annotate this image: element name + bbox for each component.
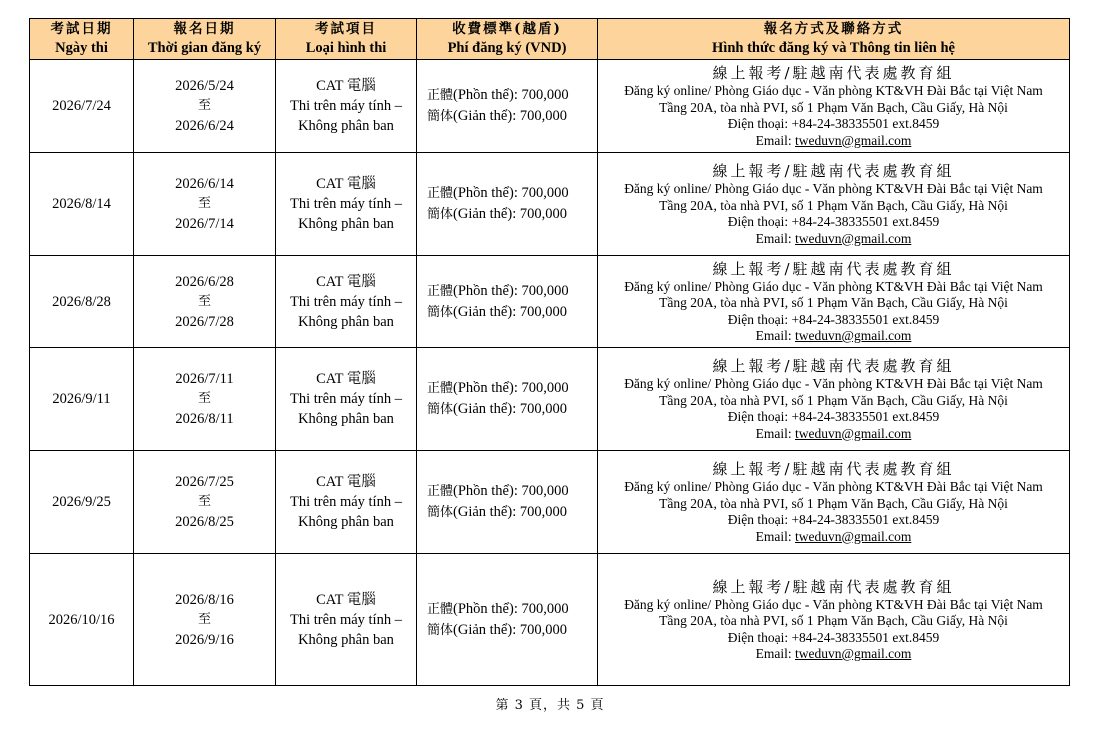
exam-date-cell <box>30 60 134 153</box>
registration-period-cell <box>134 60 276 153</box>
header-exam-date: 考試日期 Ngày thi <box>30 19 134 60</box>
exam-type-note: Không phân ban <box>298 313 394 330</box>
registration-to: 至 <box>197 391 211 406</box>
contact-address: Tầng 20A, tòa nhà PVI, số 1 Phạm Văn Bạch, Cầu Giấy, Hà Nội <box>659 613 1008 628</box>
exam-type-vi: Thi trên máy tính – <box>290 494 402 510</box>
fee-simplified: 簡体(Giản thể): 700,000 <box>427 108 567 124</box>
contact-phone: Điện thoại: +84-24-38335501 ext.8459 <box>727 409 940 424</box>
contact-office: Đăng ký online/ Phòng Giáo dục - Văn phòng KT&VH Đài Bắc tại Việt Nam <box>624 278 1043 294</box>
fee-traditional: 正體(Phồn thể): 700,000 <box>427 483 569 499</box>
exam-date: 2026/7/24 <box>52 98 111 114</box>
contact-address: Tầng 20A, tòa nhà PVI, số 1 Phạm Văn Bạch, Cầu Giấy, Hà Nội <box>659 197 1008 213</box>
email-link[interactable]: tweduvn@gmail.com <box>795 132 912 148</box>
contact-address: Tầng 20A, tòa nhà PVI, số 1 Phạm Văn Bạch, Cầu Giấy, Hà Nội <box>659 495 1008 511</box>
registration-to: 至 <box>197 293 211 309</box>
registration-period-cell <box>134 451 276 554</box>
exam-date-cell <box>30 348 134 451</box>
exam-type-zh: CAT 電腦 <box>316 273 376 290</box>
table-row <box>30 348 1070 451</box>
registration-end: 2026/8/11 <box>175 411 234 427</box>
contact-email: Email: tweduvn@gmail.com <box>755 425 912 441</box>
header-fee: 收費標準(越盾) Phí đăng ký (VND) <box>417 19 598 60</box>
exam-type-vi: Thi trên máy tính – <box>290 391 402 407</box>
exam-type-zh: CAT 電腦 <box>316 591 376 608</box>
registration-end: 2026/7/28 <box>175 313 234 330</box>
contact-address: Tầng 20A, tòa nhà PVI, số 1 Phạm Văn Bạch, Cầu Giấy, Hà Nội <box>659 99 1008 115</box>
email-link[interactable]: tweduvn@gmail.com <box>795 528 912 544</box>
contact-cell <box>598 153 1070 256</box>
table-row <box>30 60 1070 153</box>
exam-type-note: Không phân ban <box>298 411 394 427</box>
registration-end: 2026/6/24 <box>175 118 234 134</box>
fee-cell <box>417 60 598 153</box>
header-registration-period: 報名日期 Thời gian đăng ký <box>134 19 276 60</box>
fee-simplified: 簡体(Giản thể): 700,000 <box>427 621 567 638</box>
exam-type-cell <box>276 256 417 348</box>
contact-phone: Điện thoại: +84-24-38335501 ext.8459 <box>727 629 940 645</box>
contact-title: 線上報考/駐越南代表處教育組 <box>712 162 955 180</box>
contact-email: Email: tweduvn@gmail.com <box>755 328 912 343</box>
header-exam-type: 考試項目 Loại hình thi <box>276 19 417 60</box>
exam-date: 2026/9/11 <box>52 391 111 407</box>
exam-type-vi: Thi trên máy tính – <box>290 611 402 628</box>
exam-type-note: Không phân ban <box>298 631 394 648</box>
exam-date: 2026/9/25 <box>52 494 111 510</box>
exam-date-cell <box>30 451 134 554</box>
exam-type-note: Không phân ban <box>298 118 394 134</box>
contact-office: Đăng ký online/ Phòng Giáo dục - Văn phòng KT&VH Đài Bắc tại Việt Nam <box>624 181 1043 196</box>
fee-simplified: 簡体(Giản thể): 700,000 <box>427 206 567 222</box>
fee-traditional: 正體(Phồn thể): 700,000 <box>427 87 569 103</box>
exam-type-vi: Thi trên máy tính – <box>290 98 402 114</box>
table-row <box>30 256 1070 348</box>
registration-period-cell <box>134 256 276 348</box>
contact-title: 線上報考/駐越南代表處教育組 <box>712 577 955 596</box>
registration-period-cell <box>134 554 276 686</box>
registration-start: 2026/8/16 <box>175 591 234 608</box>
table-header-row <box>30 19 1070 60</box>
contact-title: 線上報考/駐越南代表處教育組 <box>712 259 955 278</box>
email-link[interactable]: tweduvn@gmail.com <box>795 646 912 661</box>
fee-simplified: 簡体(Giản thể): 700,000 <box>427 401 567 417</box>
exam-type-cell <box>276 60 417 153</box>
registration-to: 至 <box>197 494 211 509</box>
table-row <box>30 451 1070 554</box>
exam-type-zh: CAT 電腦 <box>316 474 376 490</box>
header-registration-contact: 報名方式及聯絡方式 Hình thức đăng ký và Thông tin liên hệ <box>598 19 1070 60</box>
exam-date: 2026/8/14 <box>52 196 111 212</box>
contact-email: Email: tweduvn@gmail.com <box>755 230 912 246</box>
exam-type-cell <box>276 348 417 451</box>
contact-title: 線上報考/駐越南代表處教育組 <box>712 64 955 82</box>
fee-cell <box>417 256 598 348</box>
exam-type-zh: CAT 電腦 <box>316 78 376 94</box>
exam-date-cell <box>30 256 134 348</box>
contact-address: Tầng 20A, tòa nhà PVI, số 1 Phạm Văn Bạch, Cầu Giấy, Hà Nội <box>659 392 1008 408</box>
contact-title: 線上報考/駐越南代表處教育組 <box>712 460 955 478</box>
registration-end: 2026/9/16 <box>175 631 234 648</box>
fee-simplified: 簡体(Giản thể): 700,000 <box>427 504 567 520</box>
contact-cell <box>598 60 1070 153</box>
registration-start: 2026/7/11 <box>175 371 234 387</box>
contact-cell <box>598 451 1070 554</box>
exam-date-cell <box>30 153 134 256</box>
fee-traditional: 正體(Phồn thể): 700,000 <box>427 185 569 201</box>
fee-traditional: 正體(Phồn thể): 700,000 <box>427 282 569 299</box>
fee-traditional: 正體(Phồn thể): 700,000 <box>427 600 569 617</box>
email-link[interactable]: tweduvn@gmail.com <box>795 425 912 441</box>
registration-start: 2026/7/25 <box>175 474 234 490</box>
contact-cell <box>598 348 1070 451</box>
contact-office: Đăng ký online/ Phòng Giáo dục - Văn phòng KT&VH Đài Bắc tại Việt Nam <box>624 376 1043 391</box>
contact-email: Email: tweduvn@gmail.com <box>755 646 912 661</box>
email-link[interactable]: tweduvn@gmail.com <box>795 230 912 246</box>
contact-office: Đăng ký online/ Phòng Giáo dục - Văn phòng KT&VH Đài Bắc tại Việt Nam <box>624 596 1043 612</box>
contact-cell <box>598 256 1070 348</box>
exam-type-cell <box>276 451 417 554</box>
exam-type-cell <box>276 153 417 256</box>
fee-traditional: 正體(Phồn thể): 700,000 <box>427 380 569 396</box>
contact-phone: Điện thoại: +84-24-38335501 ext.8459 <box>727 512 940 527</box>
registration-period-cell <box>134 153 276 256</box>
fee-simplified: 簡体(Giản thể): 700,000 <box>427 303 567 320</box>
registration-to: 至 <box>197 196 211 211</box>
exam-date-cell <box>30 554 134 686</box>
exam-type-zh: CAT 電腦 <box>316 371 376 387</box>
registration-to: 至 <box>197 98 211 113</box>
contact-title: 線上報考/駐越南代表處教育組 <box>712 357 955 375</box>
fee-cell <box>417 348 598 451</box>
contact-office: Đăng ký online/ Phòng Giáo dục - Văn phòng KT&VH Đài Bắc tại Việt Nam <box>624 83 1043 98</box>
registration-start: 2026/5/24 <box>175 78 234 94</box>
email-link[interactable]: tweduvn@gmail.com <box>795 328 912 343</box>
page-indicator: 第 3 頁，共 5 頁 <box>495 698 605 713</box>
contact-address: Tầng 20A, tòa nhà PVI, số 1 Phạm Văn Bạch, Cầu Giấy, Hà Nội <box>659 295 1008 310</box>
registration-end: 2026/7/14 <box>175 216 234 232</box>
exam-type-vi: Thi trên máy tính – <box>290 196 402 212</box>
contact-email: Email: tweduvn@gmail.com <box>755 132 912 148</box>
registration-start: 2026/6/14 <box>175 176 234 192</box>
registration-period-cell <box>134 348 276 451</box>
exam-date: 2026/10/16 <box>48 611 115 628</box>
table-row <box>30 554 1070 686</box>
table-row <box>30 153 1070 256</box>
exam-type-note: Không phân ban <box>298 514 394 530</box>
fee-cell <box>417 451 598 554</box>
registration-to: 至 <box>197 611 211 627</box>
exam-type-cell <box>276 554 417 686</box>
contact-phone: Điện thoại: +84-24-38335501 ext.8459 <box>727 116 940 131</box>
contact-email: Email: tweduvn@gmail.com <box>755 528 912 544</box>
fee-cell <box>417 153 598 256</box>
exam-schedule-table <box>29 18 1070 686</box>
exam-type-zh: CAT 電腦 <box>316 176 376 192</box>
exam-date: 2026/8/28 <box>52 293 111 310</box>
exam-type-note: Không phân ban <box>298 216 394 232</box>
registration-start: 2026/6/28 <box>175 273 234 290</box>
contact-phone: Điện thoại: +84-24-38335501 ext.8459 <box>727 311 940 327</box>
exam-type-vi: Thi trên máy tính – <box>290 293 402 310</box>
fee-cell <box>417 554 598 686</box>
contact-cell <box>598 554 1070 686</box>
contact-office: Đăng ký online/ Phòng Giáo dục - Văn phòng KT&VH Đài Bắc tại Việt Nam <box>624 479 1043 494</box>
registration-end: 2026/8/25 <box>175 514 234 530</box>
contact-phone: Điện thoại: +84-24-38335501 ext.8459 <box>727 214 940 229</box>
